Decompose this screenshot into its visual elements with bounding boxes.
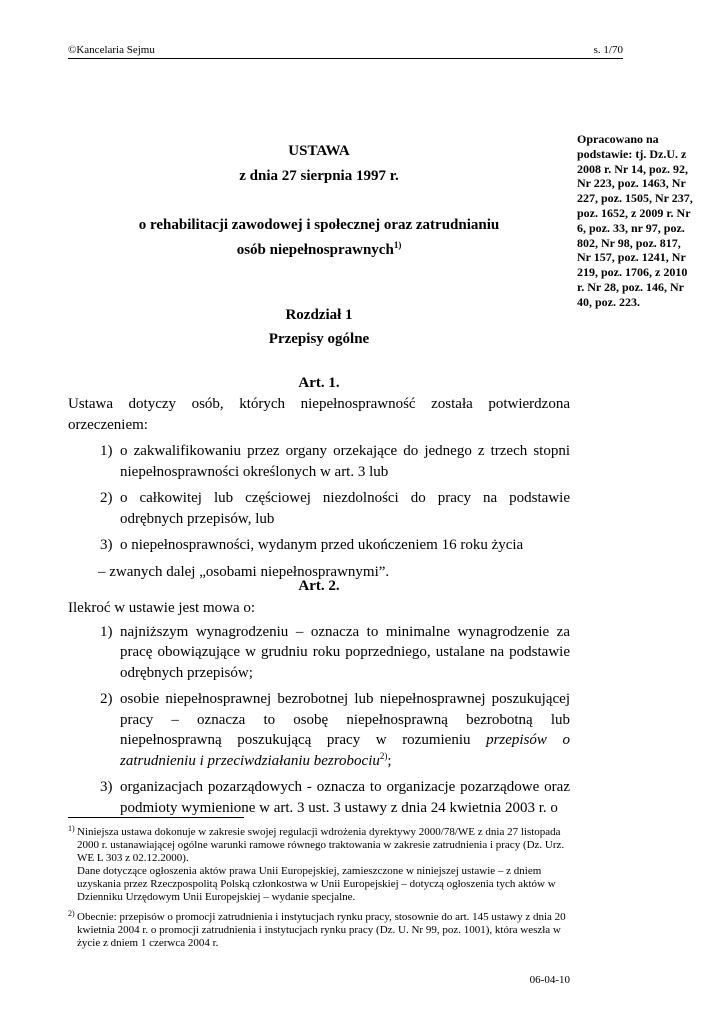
article-2-item-2 bbox=[68, 689, 570, 771]
item-number: 2) bbox=[100, 490, 113, 506]
chapter-title: Przepisy ogólne bbox=[268, 331, 370, 347]
footnote-text: Niniejsza ustawa dokonuje w zakresie swojej regulacji wdrożenia dyrektywy 2000/78/WE z dnia 27 listopada 2000 r. ustanawiającej ogólne warunki ramowe równego traktowania w zakresie zatrudnienia i pracy (Dz. Urz. WE L 303 z 02.12.2000). bbox=[77, 826, 565, 864]
act-date: z dnia 27 sierpnia 1997 r. bbox=[239, 168, 399, 184]
header-publisher: ©Kancelaria Sejmu bbox=[68, 44, 155, 56]
article-1-item-3 bbox=[68, 535, 570, 556]
footnote-marker: 2) bbox=[68, 909, 75, 918]
footnote-marker: 1) bbox=[68, 824, 75, 833]
article-1-item-1 bbox=[68, 441, 570, 482]
item-text: najniższym wynagrodzeniu – oznacza to minimalne wynagrodzenie za pracę obowiązujące w grudniu roku poprzedniego, ustalane na podstawie odrębnych przepisów; bbox=[120, 623, 570, 681]
item-number: 2) bbox=[100, 691, 113, 707]
footnote-ref-2[interactable]: 2) bbox=[379, 750, 388, 761]
article-2-body bbox=[68, 598, 570, 818]
item-legal-reference: przepisów o zatrudnieniu i przeciwdziałaniu bezrobociu bbox=[120, 732, 570, 769]
item-text: o niepełnosprawności, wydanym przed ukończeniem 16 roku życia bbox=[120, 537, 524, 553]
footnote-text: Obecnie: przepisów o promocji zatrudnienia i instytucjach rynku pracy, stosownie do art. 145 ustawy z dnia 20 kwietnia 2004 r. o promocji zatrudnienia i instytucjach rynku pracy (Dz. U. Nr 99, poz. 1001), która weszła w życie z dniem 1 czerwca 2004 r. bbox=[77, 911, 566, 949]
item-text: o zakwalifikowaniu przez organy orzekające do jednego z trzech stopni niepełnosprawności określonych w art. 3 lub bbox=[120, 443, 570, 480]
header-page-number: s. 1/70 bbox=[593, 44, 623, 56]
act-subject-line2: osób niepełnosprawnych$^{1)}$ bbox=[236, 240, 402, 258]
article-1-closing: – zwanych dalej „osobami niepełnosprawnymi”. bbox=[98, 563, 390, 580]
act-subject-line1: o rehabilitacji zawodowej i społecznej oraz zatrudnianiu bbox=[138, 217, 500, 233]
footnote-text-continued: Dane dotyczące ogłoszenia aktów prawa Unii Europejskiej, zamieszczone w niniejszej ustawie – z dniem uzyskania przez Rzeczpospolitą Polską członkostwa w Unii Europejskiej – dotyczą ogłoszenia tych aktów w Dzienniku Urzędowym Unii Europejskiej – wydanie specjalne. bbox=[77, 864, 556, 903]
item-number: 1) bbox=[100, 443, 113, 459]
footnote-ref-1[interactable]: 1) bbox=[393, 240, 402, 250]
footer-date: 06-04-10 bbox=[529, 974, 570, 986]
item-number: 3) bbox=[100, 537, 113, 553]
article-1-heading: Art. 1. bbox=[298, 375, 340, 391]
footnote-2 bbox=[68, 911, 570, 950]
article-1-body bbox=[68, 394, 570, 582]
header-divider bbox=[68, 58, 623, 59]
item-text: osobie niepełnosprawnej bezrobotnej lub niepełnosprawnej poszukującej pracy – oznacza to osobę niepełnosprawną bezrobotną lub niepełnosprawną poszukującą pracy w rozumieniu przepisów o zatrudnieniu i przeciwdziałaniu bezrobociu$^{2)}$; bbox=[120, 691, 570, 769]
item-number: 3) bbox=[100, 779, 113, 795]
item-number: 1) bbox=[100, 623, 113, 640]
article-2-intro: Ilekroć w ustawie jest mowa o: bbox=[68, 600, 256, 616]
article-2-heading: Art. 2. bbox=[298, 578, 340, 594]
item-text: organizacjach pozarządowych - oznacza to organizacje pozarządowe oraz podmioty wymienione w art. 3 ust. 3 ustawy z dnia 24 kwietnia 2003 r. o bbox=[120, 779, 570, 816]
article-2-item-3 bbox=[68, 777, 570, 818]
item-text: o całkowitej lub częściowej niezdolności do pracy na podstawie odrębnych przepisów, lub bbox=[120, 490, 570, 527]
source-note: Opracowano na podstawie: tj. Dz.U. z 2008 r. Nr 14, poz. 92, Nr 223, poz. 1463, Nr 227, poz. 1505, Nr 237, poz. 1652, z 2009 r. Nr 6, poz. 33, nr 97, poz. 802, Nr 98, poz. 817, Nr 157, poz. 1241, Nr 219, poz. 1706, z 2010 r. Nr 28, poz. 146, Nr 40, poz. 223. bbox=[577, 132, 693, 309]
act-type-title: USTAWA bbox=[288, 143, 350, 159]
article-2-item-1 bbox=[68, 622, 570, 684]
footnote-divider bbox=[68, 817, 244, 818]
article-1-item-2 bbox=[68, 488, 570, 529]
article-1-intro: Ustawa dotyczy osób, których niepełnosprawność została potwierdzona orzeczeniem: bbox=[68, 396, 570, 433]
footnote-1 bbox=[68, 826, 570, 903]
chapter-number: Rozdział 1 bbox=[285, 307, 353, 323]
